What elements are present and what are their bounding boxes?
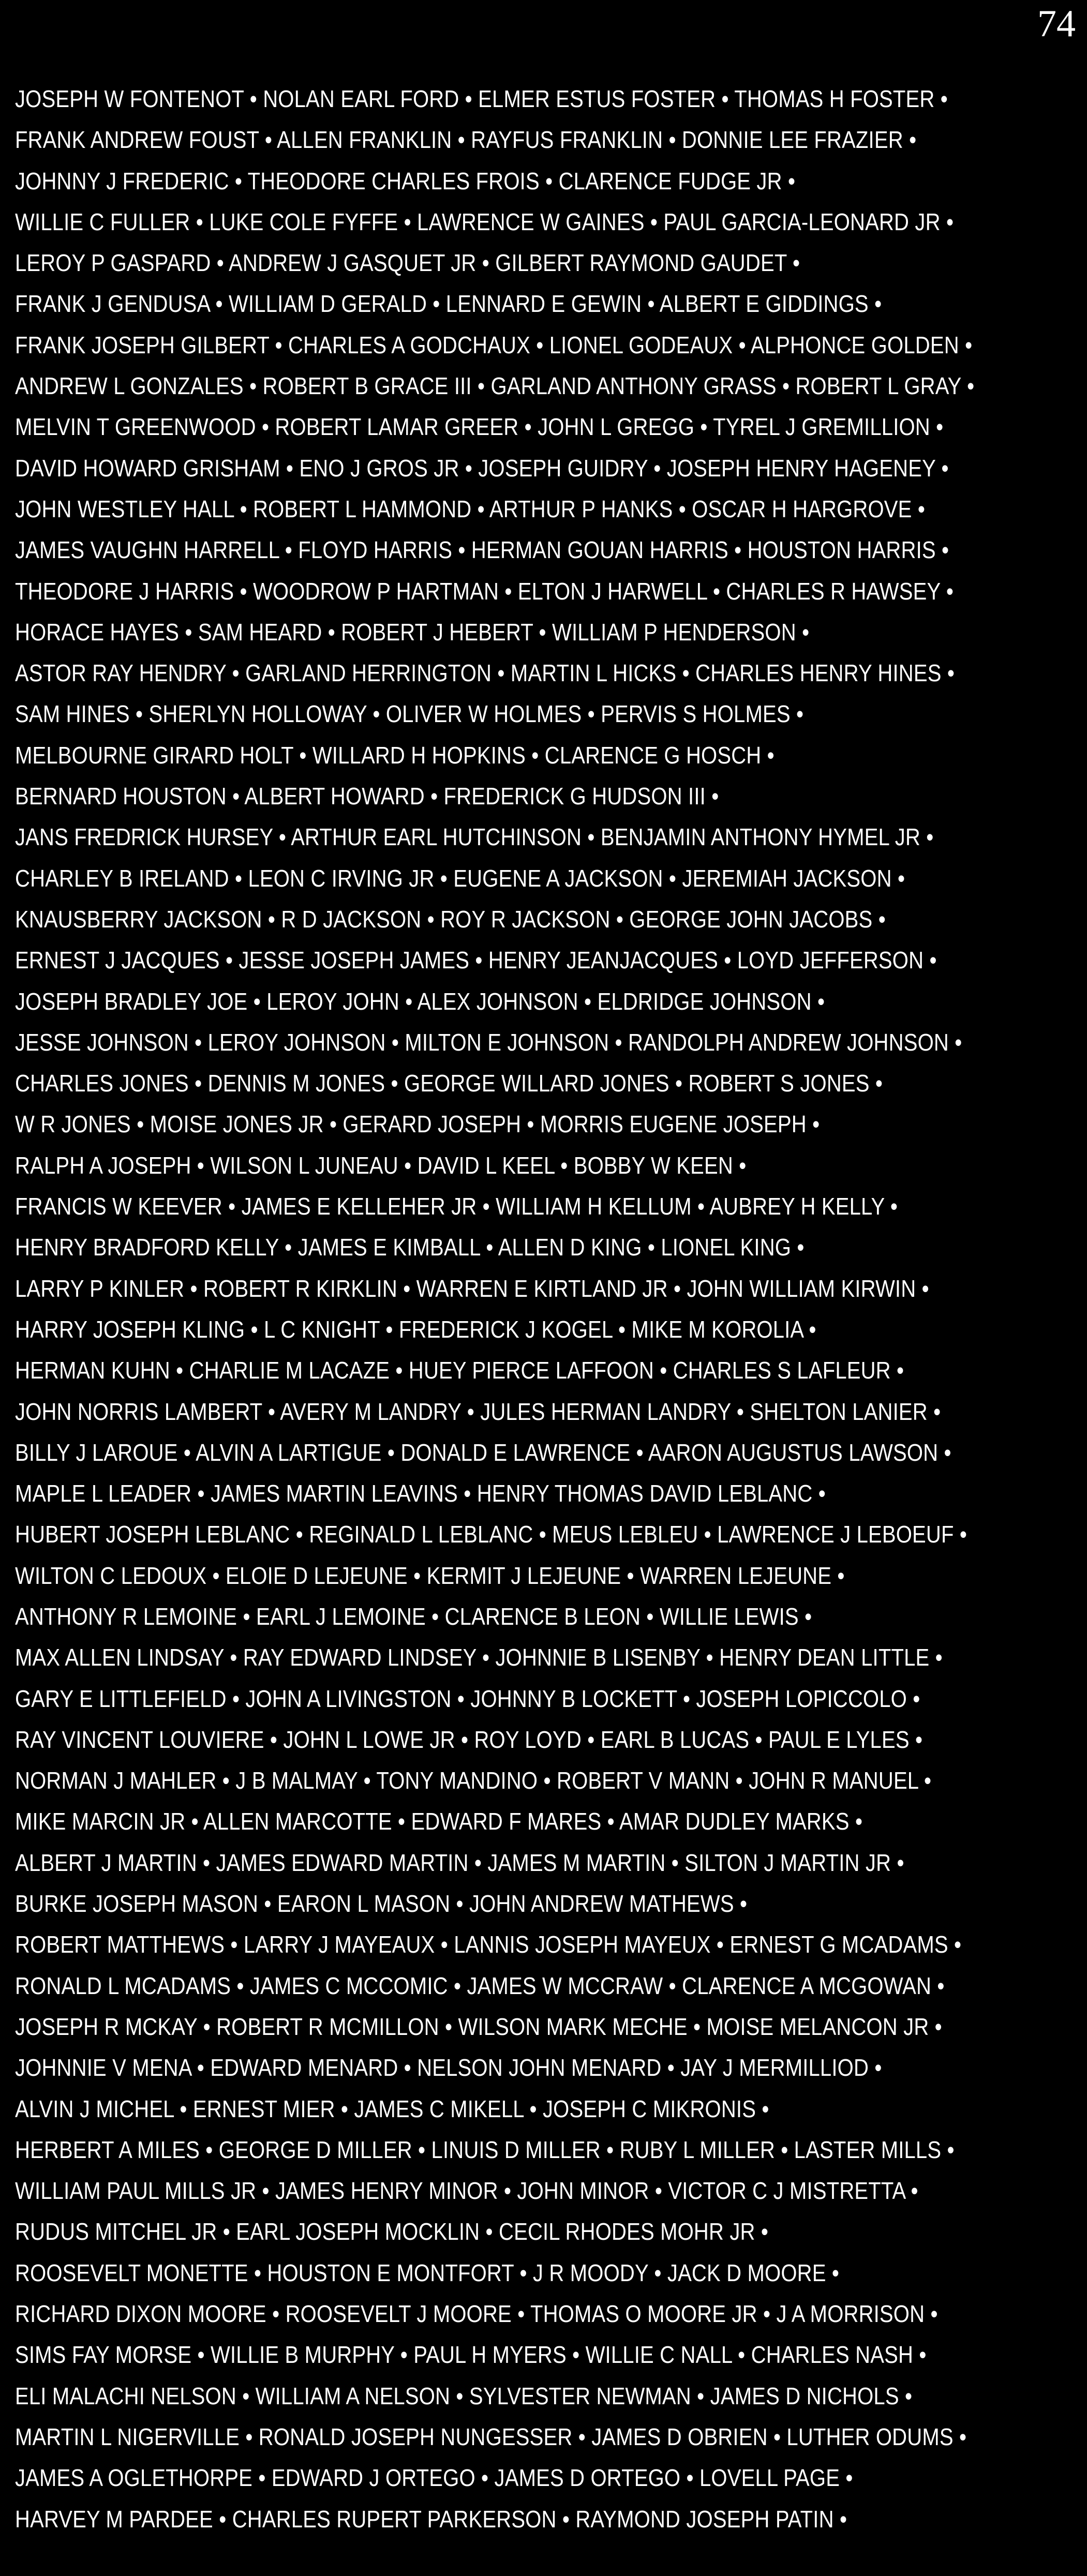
- name-line: ALVIN J MICHEL • ERNEST MIER • JAMES C MIKELL • JOSEPH C MIKRONIS •: [15, 2095, 769, 2122]
- name-line: MELVIN T GREENWOOD • ROBERT LAMAR GREER • JOHN L GREGG • TYREL J GREMILLION •: [15, 413, 944, 441]
- name-line: ELI MALACHI NELSON • WILLIAM A NELSON • SYLVESTER NEWMAN • JAMES D NICHOLS •: [15, 2382, 913, 2409]
- name-line: GARY E LITTLEFIELD • JOHN A LIVINGSTON • JOHNNY B LOCKETT • JOSEPH LOPICCOLO •: [15, 1685, 920, 1712]
- name-line: MAPLE L LEADER • JAMES MARTIN LEAVINS • HENRY THOMAS DAVID LEBLANC •: [15, 1480, 826, 1507]
- name-line: JOHN WESTLEY HALL • ROBERT L HAMMOND • ARTHUR P HANKS • OSCAR H HARGROVE •: [15, 495, 926, 522]
- name-line: HUBERT JOSEPH LEBLANC • REGINALD L LEBLANC • MEUS LEBLEU • LAWRENCE J LEBOEUF •: [15, 1521, 967, 1548]
- names-list: [15, 79, 1077, 2540]
- name-line: ALBERT J MARTIN • JAMES EDWARD MARTIN • JAMES M MARTIN • SILTON J MARTIN JR •: [15, 1849, 904, 1876]
- name-line: SAM HINES • SHERLYN HOLLOWAY • OLIVER W HOLMES • PERVIS S HOLMES •: [15, 700, 804, 728]
- name-line: SIMS FAY MORSE • WILLIE B MURPHY • PAUL H MYERS • WILLIE C NALL • CHARLES NASH •: [15, 2341, 927, 2369]
- name-line: JESSE JOHNSON • LEROY JOHNSON • MILTON E JOHNSON • RANDOLPH ANDREW JOHNSON •: [15, 1028, 962, 1056]
- name-line: FRANK JOSEPH GILBERT • CHARLES A GODCHAUX • LIONEL GODEAUX • ALPHONCE GOLDEN •: [15, 331, 973, 358]
- name-line: WILLIAM PAUL MILLS JR • JAMES HENRY MINOR • JOHN MINOR • VICTOR C J MISTRETTA •: [15, 2177, 918, 2205]
- name-line: LEROY P GASPARD • ANDREW J GASQUET JR • GILBERT RAYMOND GAUDET •: [15, 249, 800, 277]
- name-line: JOHNNIE V MENA • EDWARD MENARD • NELSON JOHN MENARD • JAY J MERMILLIOD •: [15, 2054, 882, 2081]
- name-line: RAY VINCENT LOUVIERE • JOHN L LOWE JR • ROY LOYD • EARL B LUCAS • PAUL E LYLES •: [15, 1726, 923, 1753]
- name-line: CHARLEY B IRELAND • LEON C IRVING JR • EUGENE A JACKSON • JEREMIAH JACKSON •: [15, 864, 905, 892]
- name-line: ANDREW L GONZALES • ROBERT B GRACE III • GARLAND ANTHONY GRASS • ROBERT L GRAY •: [15, 372, 975, 400]
- name-line: BILLY J LAROUE • ALVIN A LARTIGUE • DONALD E LAWRENCE • AARON AUGUSTUS LAWSON •: [15, 1439, 951, 1466]
- name-line: DAVID HOWARD GRISHAM • ENO J GROS JR • JOSEPH GUIDRY • JOSEPH HENRY HAGENEY •: [15, 454, 949, 482]
- name-line: CHARLES JONES • DENNIS M JONES • GEORGE WILLARD JONES • ROBERT S JONES •: [15, 1070, 883, 1097]
- name-line: LARRY P KINLER • ROBERT R KIRKLIN • WARREN E KIRTLAND JR • JOHN WILLIAM KIRWIN •: [15, 1275, 929, 1302]
- name-line: ROOSEVELT MONETTE • HOUSTON E MONTFORT • J R MOODY • JACK D MOORE •: [15, 2259, 840, 2286]
- name-line: ROBERT MATTHEWS • LARRY J MAYEAUX • LANNIS JOSEPH MAYEUX • ERNEST G MCADAMS •: [15, 1931, 962, 1958]
- name-line: HERBERT A MILES • GEORGE D MILLER • LINUIS D MILLER • RUBY L MILLER • LASTER MILLS •: [15, 2136, 955, 2163]
- name-line: JOSEPH BRADLEY JOE • LEROY JOHN • ALEX JOHNSON • ELDRIDGE JOHNSON •: [15, 987, 825, 1015]
- name-line: NORMAN J MAHLER • J B MALMAY • TONY MANDINO • ROBERT V MANN • JOHN R MANUEL •: [15, 1767, 932, 1794]
- name-line: RICHARD DIXON MOORE • ROOSEVELT J MOORE • THOMAS O MOORE JR • J A MORRISON •: [15, 2300, 938, 2328]
- name-line: ASTOR RAY HENDRY • GARLAND HERRINGTON • MARTIN L HICKS • CHARLES HENRY HINES •: [15, 660, 955, 687]
- name-line: JAMES VAUGHN HARRELL • FLOYD HARRIS • HERMAN GOUAN HARRIS • HOUSTON HARRIS •: [15, 536, 949, 564]
- name-line: JOHNNY J FREDERIC • THEODORE CHARLES FROIS • CLARENCE FUDGE JR •: [15, 167, 796, 194]
- name-line: BURKE JOSEPH MASON • EARON L MASON • JOHN ANDREW MATHEWS •: [15, 1890, 748, 1918]
- name-line: FRANK ANDREW FOUST • ALLEN FRANKLIN • RAYFUS FRANKLIN • DONNIE LEE FRAZIER •: [15, 126, 917, 154]
- name-line: THEODORE J HARRIS • WOODROW P HARTMAN • ELTON J HARWELL • CHARLES R HAWSEY •: [15, 577, 954, 605]
- name-line: MELBOURNE GIRARD HOLT • WILLARD H HOPKINS • CLARENCE G HOSCH •: [15, 741, 775, 769]
- name-line: RONALD L MCADAMS • JAMES C MCCOMIC • JAMES W MCCRAW • CLARENCE A MCGOWAN •: [15, 1972, 945, 1999]
- name-line: RALPH A JOSEPH • WILSON L JUNEAU • DAVID L KEEL • BOBBY W KEEN •: [15, 1151, 747, 1179]
- name-line: JANS FREDRICK HURSEY • ARTHUR EARL HUTCHINSON • BENJAMIN ANTHONY HYMEL JR •: [15, 823, 934, 851]
- name-line: WILLIE C FULLER • LUKE COLE FYFFE • LAWRENCE W GAINES • PAUL GARCIA-LEONARD JR •: [15, 208, 954, 235]
- name-line: W R JONES • MOISE JONES JR • GERARD JOSEPH • MORRIS EUGENE JOSEPH •: [15, 1111, 820, 1138]
- name-line: HARRY JOSEPH KLING • L C KNIGHT • FREDERICK J KOGEL • MIKE M KOROLIA •: [15, 1315, 816, 1343]
- page-number: 74: [1037, 3, 1076, 45]
- name-line: WILTON C LEDOUX • ELOIE D LEJEUNE • KERMIT J LEJEUNE • WARREN LEJEUNE •: [15, 1562, 845, 1589]
- name-line: HERMAN KUHN • CHARLIE M LACAZE • HUEY PIERCE LAFFOON • CHARLES S LAFLEUR •: [15, 1357, 904, 1384]
- name-line: ANTHONY R LEMOINE • EARL J LEMOINE • CLARENCE B LEON • WILLIE LEWIS •: [15, 1602, 812, 1630]
- name-line: JOSEPH R MCKAY • ROBERT R MCMILLON • WILSON MARK MECHE • MOISE MELANCON JR •: [15, 2013, 942, 2040]
- name-line: FRANCIS W KEEVER • JAMES E KELLEHER JR • WILLIAM H KELLUM • AUBREY H KELLY •: [15, 1193, 898, 1220]
- name-line: MIKE MARCIN JR • ALLEN MARCOTTE • EDWARD F MARES • AMAR DUDLEY MARKS •: [15, 1808, 863, 1835]
- name-line: JOHN NORRIS LAMBERT • AVERY M LANDRY • JULES HERMAN LANDRY • SHELTON LANIER •: [15, 1398, 941, 1425]
- name-line: RUDUS MITCHEL JR • EARL JOSEPH MOCKLIN • CECIL RHODES MOHR JR •: [15, 2218, 769, 2245]
- name-line: HORACE HAYES • SAM HEARD • ROBERT J HEBERT • WILLIAM P HENDERSON •: [15, 618, 810, 646]
- name-line: FRANK J GENDUSA • WILLIAM D GERALD • LENNARD E GEWIN • ALBERT E GIDDINGS •: [15, 290, 882, 318]
- name-line: JOSEPH W FONTENOT • NOLAN EARL FORD • ELMER ESTUS FOSTER • THOMAS H FOSTER •: [15, 85, 948, 112]
- name-line: MARTIN L NIGERVILLE • RONALD JOSEPH NUNGESSER • JAMES D OBRIEN • LUTHER ODUMS •: [15, 2423, 967, 2450]
- name-line: BERNARD HOUSTON • ALBERT HOWARD • FREDERICK G HUDSON III •: [15, 783, 719, 810]
- name-line: ERNEST J JACQUES • JESSE JOSEPH JAMES • HENRY JEANJACQUES • LOYD JEFFERSON •: [15, 947, 937, 974]
- name-line: HENRY BRADFORD KELLY • JAMES E KIMBALL • ALLEN D KING • LIONEL KING •: [15, 1234, 805, 1261]
- name-line: MAX ALLEN LINDSAY • RAY EDWARD LINDSEY • JOHNNIE B LISENBY • HENRY DEAN LITTLE •: [15, 1644, 943, 1671]
- name-line: JAMES A OGLETHORPE • EDWARD J ORTEGO • JAMES D ORTEGO • LOVELL PAGE •: [15, 2464, 853, 2492]
- name-line: HARVEY M PARDEE • CHARLES RUPERT PARKERSON • RAYMOND JOSEPH PATIN •: [15, 2505, 847, 2533]
- name-line: KNAUSBERRY JACKSON • R D JACKSON • ROY R JACKSON • GEORGE JOHN JACOBS •: [15, 905, 886, 933]
